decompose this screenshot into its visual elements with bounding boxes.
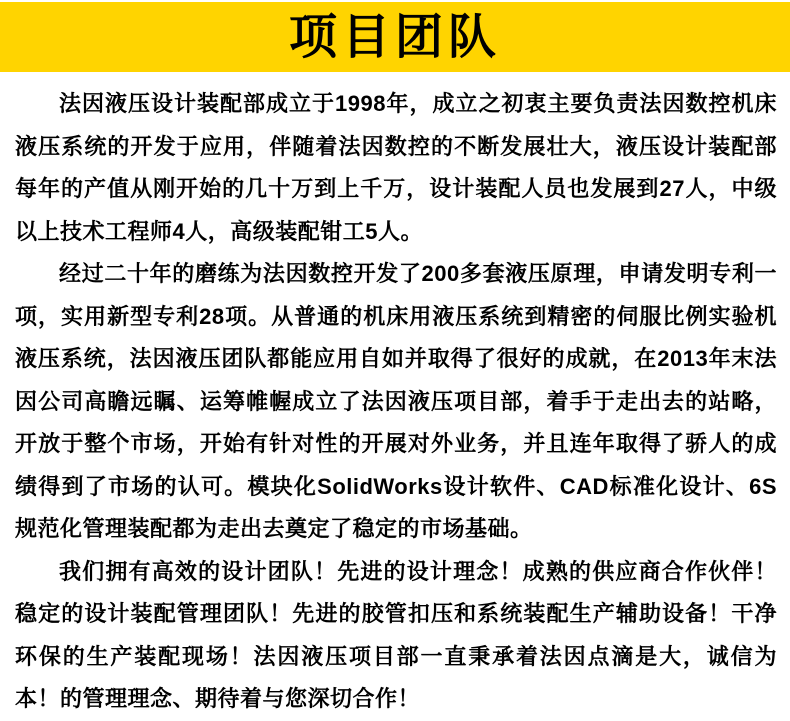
paragraph-achievements: 经过二十年的磨练为法因数控开发了200多套液压原理，申请发明专利一项，实用新型专利28项。从普通的机床用液压系统到精密的伺服比例实验机液压系统，法因液压团队都能应用自如并取得了很好的成就，在2013年末法因公司高瞻远瞩、运筹帷幄成立了法因液压项目部，着手于走出去的站略，开放于整个市场，开始有针对性的开展对外业务，并且连年取得了骄人的成绩得到了市场的认可。模块化SolidWorks设计软件、CAD标准化设计、6S规范化管理装配都为走出去奠定了稳定的市场基础。 bbox=[15, 261, 777, 541]
body-text bbox=[0, 72, 790, 721]
header-banner bbox=[0, 2, 790, 72]
paragraph-team-promise: 我们拥有高效的设计团队！先进的设计理念！成熟的供应商合作伙伴！稳定的设计装配管理团队！先进的胶管扣压和系统装配生产辅助设备！干净环保的生产装配现场！法因液压项目部一直秉承着法因点滴是大，诚信为本！的管理理念、期待着与您深切合作！ bbox=[15, 558, 777, 711]
page-title: 项目团队 bbox=[288, 11, 501, 64]
paragraph-history: 法因液压设计装配部成立于1998年，成立之初衷主要负责法因数控机床液压系统的开发于应用，伴随着法因数控的不断发展壮大，液压设计装配部每年的产值从刚开始的几十万到上千万，设计装配人员也发展到27人，中级以上技术工程师4人，高级装配钳工5人。 bbox=[15, 91, 777, 244]
